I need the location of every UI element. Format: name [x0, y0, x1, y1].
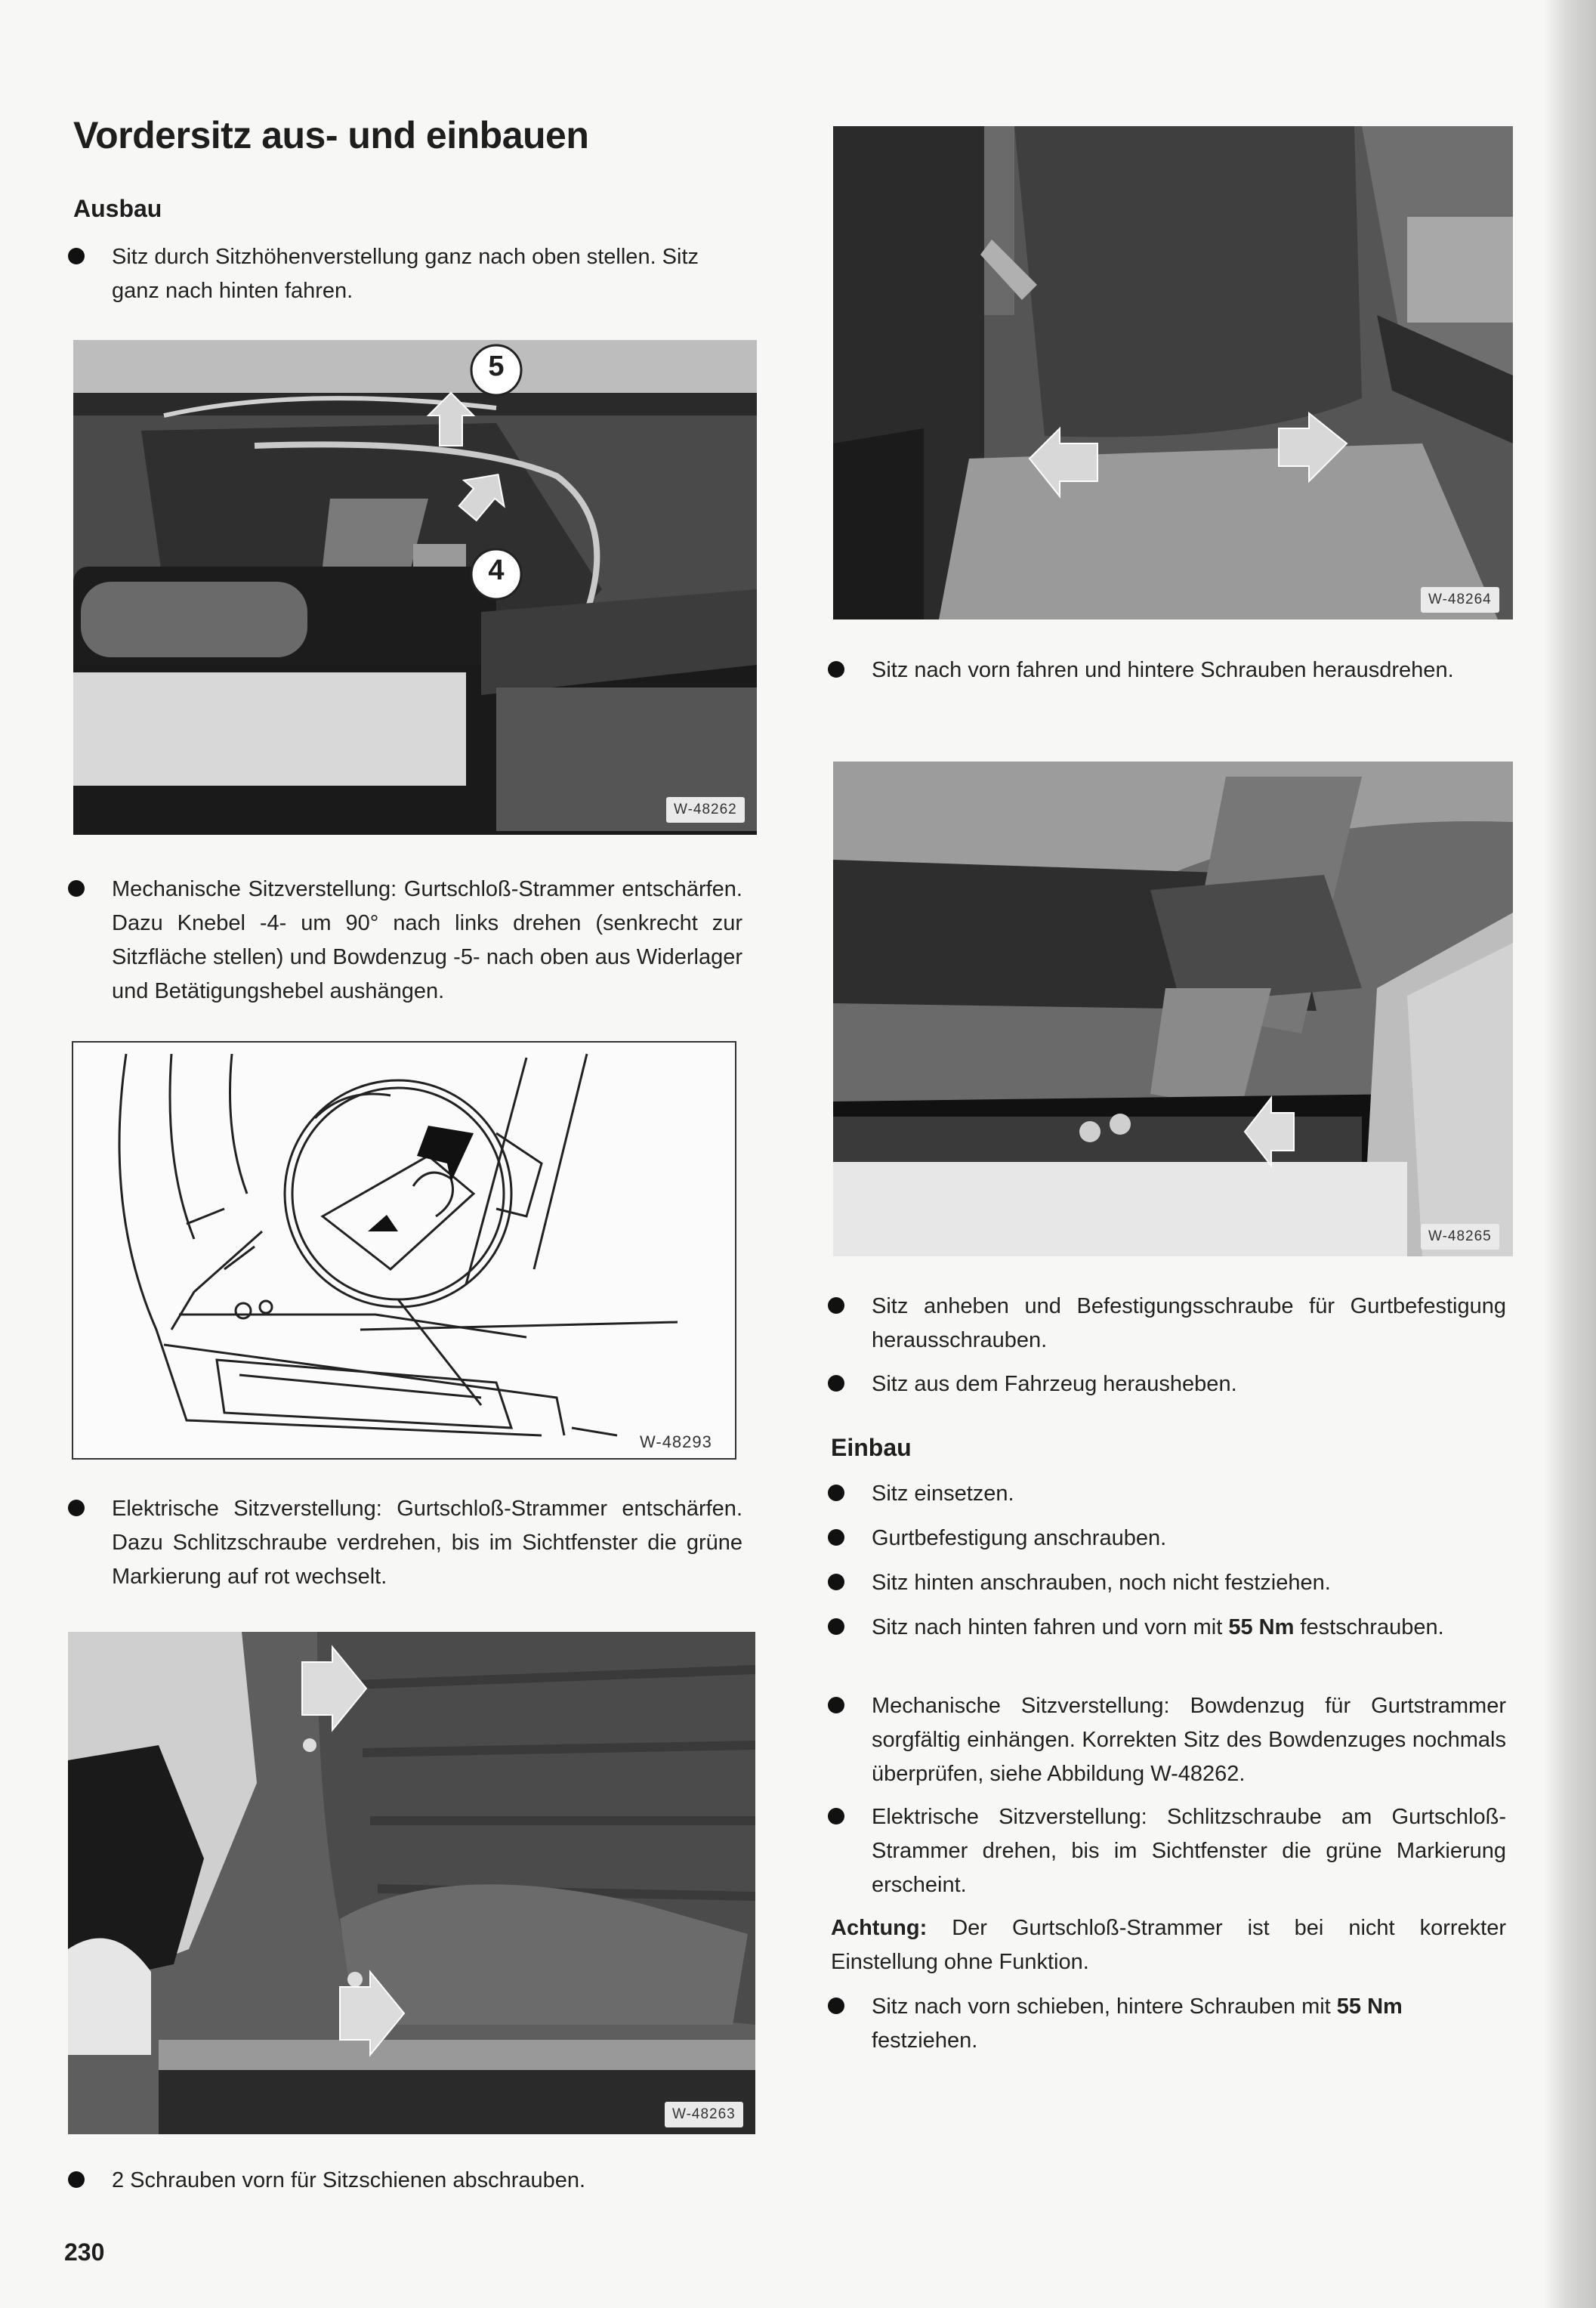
step-text: Sitz nach vorn schieben, hintere Schrauben mit: [872, 1994, 1337, 2019]
list-item: [872, 1800, 1506, 1902]
list-item: [112, 2164, 742, 2198]
figure-code: W-48293: [640, 1432, 712, 1451]
bullet-icon: [828, 1997, 844, 2014]
figure-drawing-w48293: [72, 1041, 736, 1460]
torque-value: 55 Nm: [1336, 1994, 1403, 2019]
list-item: [872, 1689, 1506, 1791]
step-text: Mechanische Sitzverstellung: Bowdenzug für Gurtstrammer sorgfältig einhängen. Korrekten Sitz des Bowdenzuges nochmals überprüfen, siehe Abbildung W-48262.: [872, 1694, 1506, 1786]
list-item: [872, 1611, 1506, 1645]
list-item: [872, 1566, 1506, 1600]
figure-code: W-48265: [1421, 1224, 1499, 1250]
step-text: Elektrische Sitzverstellung: Gurtschloß-Strammer entschärfen. Dazu Schlitzschraube verdrehen, bis im Sichtfenster die grüne Markierung auf rot wechselt.: [112, 1497, 742, 1589]
list-item: [872, 653, 1506, 687]
page-number: 230: [64, 2238, 105, 2266]
section-heading-ausbau: Ausbau: [73, 195, 162, 222]
bullet-icon: [828, 1485, 844, 1501]
step-text: Sitz einsetzen.: [872, 1482, 1014, 1506]
callout-5: 5: [488, 351, 505, 382]
bullet-icon: [828, 1574, 844, 1590]
bullet-icon: [828, 1297, 844, 1314]
figure-photo-w48264: [833, 126, 1513, 619]
list-item: [112, 240, 742, 308]
bullet-icon: [68, 880, 85, 897]
bullet-icon: [828, 1697, 844, 1713]
page-title: Vordersitz aus- und einbauen: [73, 114, 589, 156]
list-item: [872, 1290, 1506, 1358]
bullet-icon: [68, 1500, 85, 1516]
figure-photo-w48265: [833, 762, 1513, 1256]
step-text: Sitz anheben und Befestigungsschraube für Gurtbefestigung herausschrauben.: [872, 1294, 1506, 1352]
step-text: Elektrische Sitzverstellung: Schlitzschraube am Gurtschloß-Strammer drehen, bis im Sichtfenster die grüne Markierung erscheint.: [872, 1805, 1506, 1897]
callout-4: 4: [488, 555, 505, 586]
step-text: Sitz nach hinten fahren und vorn mit: [872, 1615, 1229, 1639]
list-item: [872, 1990, 1506, 2058]
list-item: [872, 1522, 1506, 1556]
step-text: Sitz hinten anschrauben, noch nicht festziehen.: [872, 1571, 1331, 1595]
step-text: festschrauben.: [1294, 1615, 1444, 1639]
step-text: Gurtbefestigung anschrauben.: [872, 1526, 1167, 1550]
step-text: 2 Schrauben vorn für Sitzschienen abschrauben.: [112, 2168, 586, 2192]
bullet-icon: [828, 661, 844, 678]
figure-code: W-48264: [1421, 587, 1499, 613]
figure-photo-w48263: [68, 1632, 755, 2134]
step-text: Sitz durch Sitzhöhenverstellung ganz nach oben stellen. Sitz ganz nach hinten fahren.: [112, 245, 699, 303]
figure-photo-w48262: [73, 340, 757, 835]
figure-code: W-48262: [666, 797, 745, 823]
bullet-icon: [828, 1375, 844, 1392]
bullet-icon: [68, 248, 85, 264]
step-text: Sitz nach vorn fahren und hintere Schrauben herausdrehen.: [872, 658, 1454, 682]
page-edge-shadow: [1543, 0, 1596, 2308]
torque-value: 55 Nm: [1228, 1615, 1295, 1639]
list-item: [112, 1492, 742, 1594]
bullet-icon: [828, 1618, 844, 1635]
warning-note: [831, 1911, 1506, 1979]
warning-label: Achtung:: [831, 1916, 928, 1940]
figure-code: W-48263: [665, 2102, 743, 2127]
list-item: [872, 1367, 1506, 1401]
list-item: [112, 873, 742, 1009]
step-text: Sitz aus dem Fahrzeug herausheben.: [872, 1372, 1237, 1396]
bullet-icon: [828, 1808, 844, 1824]
step-text: festziehen.: [872, 2028, 978, 2053]
bullet-icon: [828, 1529, 844, 1546]
step-text: Mechanische Sitzverstellung: Gurtschloß-Strammer entschärfen. Dazu Knebel -4- um 90° nach links drehen (senkrecht zur Sitzfläche stellen) und Bowdenzug -5- nach oben aus Widerlager und Betätigungshebel aushängen.: [112, 877, 742, 1003]
section-heading-einbau: Einbau: [831, 1434, 912, 1461]
bullet-icon: [68, 2171, 85, 2188]
list-item: [872, 1477, 1506, 1511]
warning-text: Der Gurtschloß-Strammer ist bei nicht korrekter Einstellung ohne Funktion.: [831, 1916, 1506, 1974]
